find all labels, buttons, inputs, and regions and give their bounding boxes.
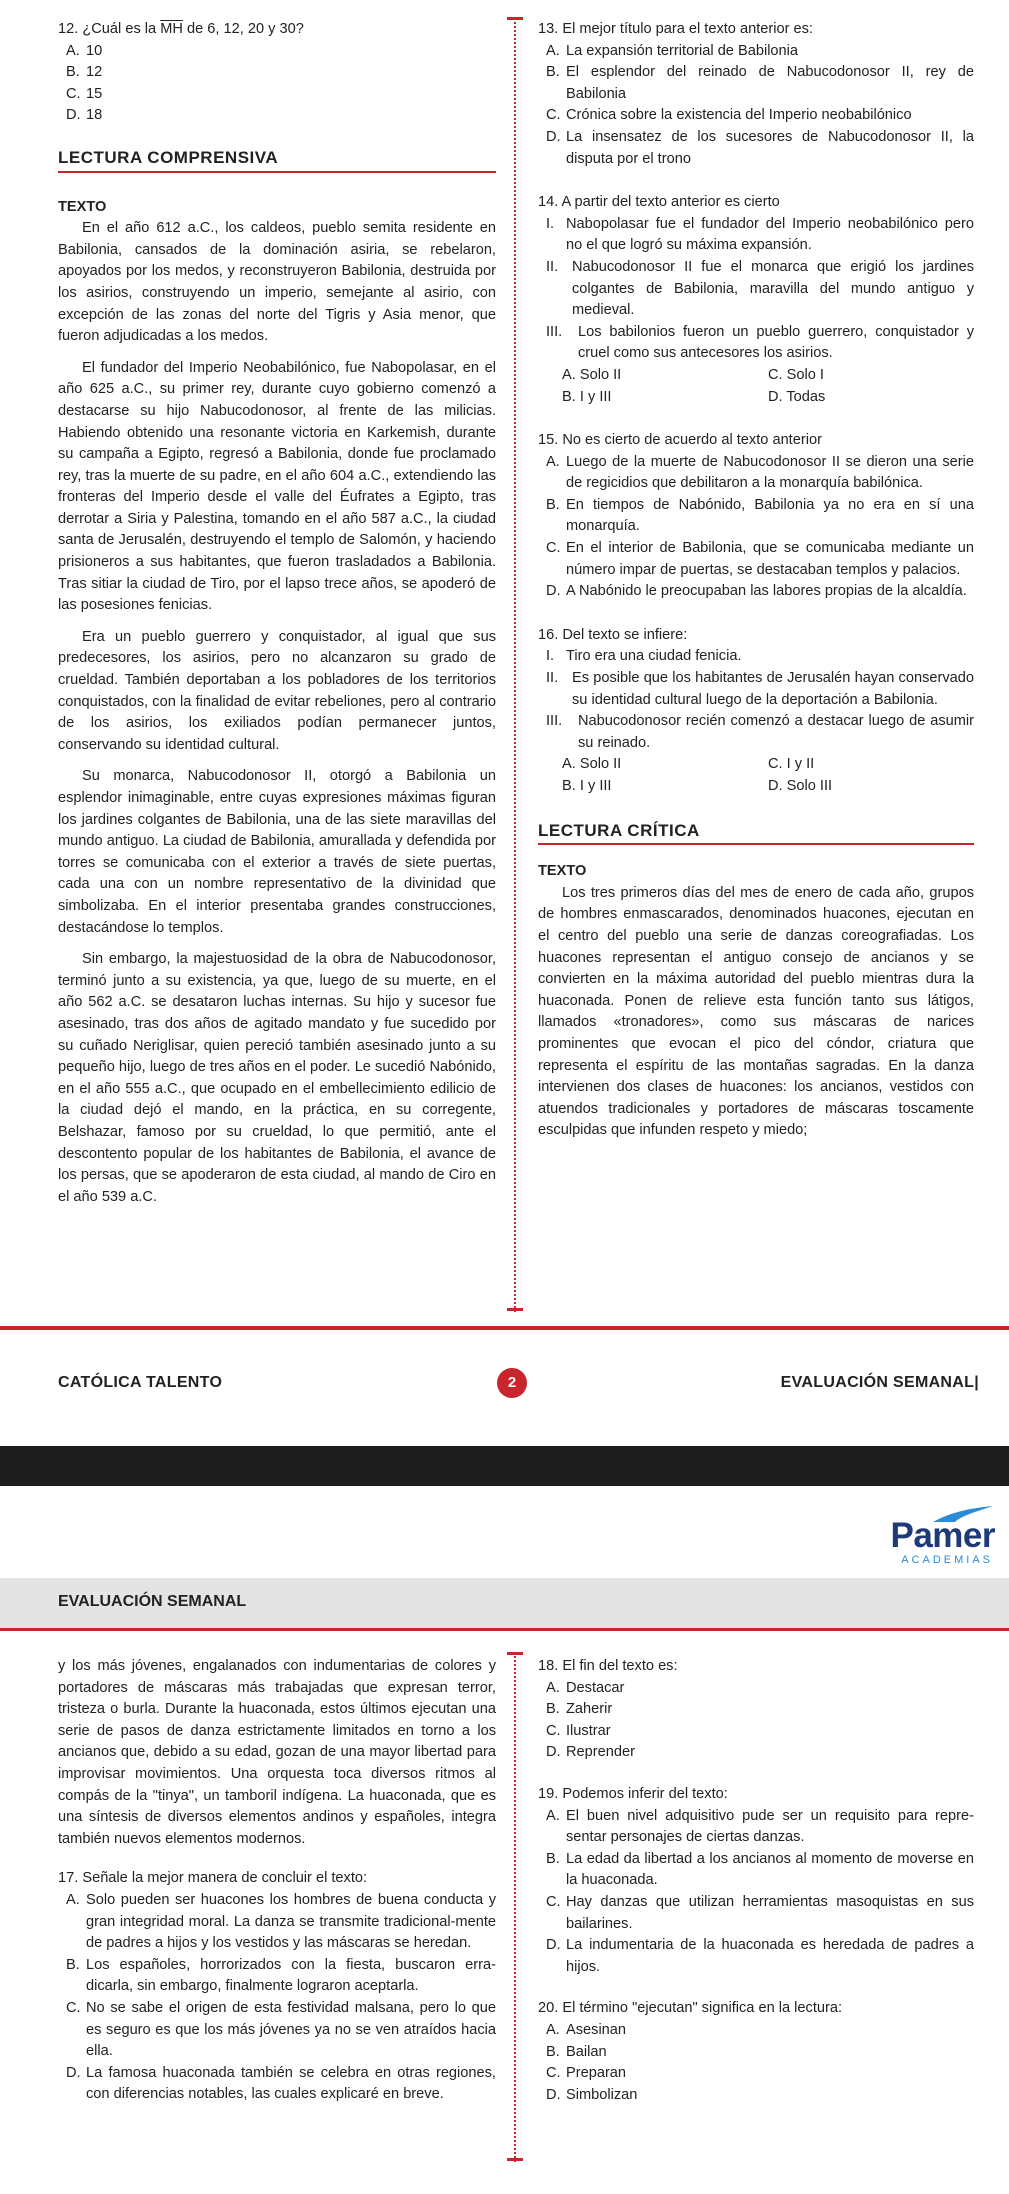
- question-18-stem: 18. El fin del texto es:: [538, 1658, 678, 1674]
- section-title: LECTURA COMPRENSIVA: [58, 147, 279, 167]
- section-title: LECTURA CRÍTICA: [538, 820, 700, 840]
- section-underline: [58, 171, 496, 173]
- q13-option-c[interactable]: C. Crónica sobre la existencia del Imperio neobabilónico: [546, 107, 912, 124]
- q16-item-1: I. Tiro era una ciudad fenicia.: [546, 648, 742, 665]
- q17-option-c[interactable]: C. No se sabe el origen de esta festividad malsana, pero lo que es seguro es que los más jóvenes ya no se ven atraídos hacia ella.: [66, 1999, 496, 2060]
- q16-options-row-2: [538, 776, 974, 798]
- critica-paragraph: Los tres primeros días del mes de enero de cada año, grupos de hombres enmascarados, denominados huacones, ejecutan en el centro del pueblo una serie de danzas coreografiadas. Los huacones representan el antiguo consejo de ancianos y se convierten en la máxima autoridad del pueblo mientras dura la huaconada. Ponen de relieve esta función tanto sus látigos, llamados «tronadores», como sus máscaras de narices prominentes que evocan el pico del cóndor, criatura que representa el espíritu de las montañas sagradas. En la danza intervienen dos clases de huacones: los ancianos, vestidos con atuendos tradicionales y portadores de máscaras toscamente esculpidas que infunden respeto y miedo;: [538, 884, 974, 1139]
- page-break-bar: [0, 1446, 1009, 1486]
- q14-option-b[interactable]: B. I y III: [562, 388, 612, 405]
- pamer-logo: [885, 1500, 995, 1572]
- question-15-stem: 15. No es cierto de acuerdo al texto anterior: [538, 432, 822, 449]
- section-lectura-critica: [538, 820, 974, 846]
- q13-option-a[interactable]: A. La expansión territorial de Babilonia: [546, 42, 799, 59]
- q14-options-row-1: [538, 365, 974, 387]
- q16-item-2: II. Es posible que los habitantes de Jerusalén hayan conservado su identidad cultural luego de la deportación a Babilonia.: [546, 670, 974, 708]
- left-column: [58, 19, 496, 1208]
- question-16-stem: 16. Del texto se infiere:: [538, 626, 688, 643]
- q12-option-b[interactable]: B. 12: [66, 64, 103, 81]
- column-divider: [514, 22, 516, 1312]
- left-column-2: [58, 1656, 496, 2106]
- q14-option-c[interactable]: C. Solo I: [768, 366, 824, 383]
- q17-option-d[interactable]: D. La famosa huaconada también se celebra en otras regiones, con diferencias notables, las cuales explicaré en breve.: [66, 2064, 496, 2103]
- q14-item-3: III. Los babilonios fueron un pueblo guerrero, conquistador y cruel como sus antecesores los asirios.: [546, 323, 974, 362]
- divider-cap-bottom: [507, 1308, 523, 1311]
- question-12-stem: 12. ¿Cuál es la $\overline{MH}$ de 6, 12, 20 y 30?: [58, 21, 304, 37]
- continued-paragraph: y los más jóvenes, engalanados con indumentarias de colores y portadores de máscaras más trabajadas que expresan terror, tristeza o burla. Durante la huaconada, estos últimos ejecutan una serie de pasos de danza estrictamente limitados en torno a los ancianos que, debido a su edad, gozan de una mayor libertad para improvisar movimientos. Una orquesta toca diversos ritmos al compás de la "tinya", un tamboril indígena. La huaconada, que es una síntesis de diversos elementos andinos y españoles, integra también nuevos elementos modernos.: [58, 1658, 496, 1847]
- divider-cap-top: [507, 17, 523, 20]
- paragraph-1: En el año 612 a.C., los caldeos, pueblo semita residente en Babilonia, cansados de la dominación asiria, se rebelaron, apoyados por los medos, y reconstruyeron Babilonia, destruida por los asirios, construyendo un imperio, semejante al asirio, con excepción de las zonas del norte del Tigris y Asia menor, que fueron adjudicadas a los medos.: [58, 220, 496, 345]
- q14-option-d[interactable]: D. Todas: [768, 388, 826, 405]
- question-13-stem: 13. El mejor título para el texto anterior es:: [538, 21, 813, 37]
- q16-option-b[interactable]: B. I y III: [562, 778, 612, 794]
- divider-2-cap-top: [507, 1652, 523, 1655]
- page-2: [0, 1650, 1009, 2190]
- q15-option-a[interactable]: A. Luego de la muerte de Nabucodonosor II se dieron una serie de regicidios que debilitaron a la monarquía babilónica.: [546, 453, 974, 492]
- paragraph-3: Era un pueblo guerrero y conquistador, al igual que sus predecesores, los asirios, pero no alcanzaron su grado de crueldad. También deportaban a los pobladores de los territorios conquistados, con la finalidad de evitar rebeliones, pero al contrario de los asirios, los exiliados podían permanecer juntos, conservando su identidad cultural.: [58, 628, 496, 753]
- question-17-stem: 17. Señale la mejor manera de concluir el texto:: [58, 1870, 368, 1887]
- q12-option-d[interactable]: D. 18: [66, 107, 103, 124]
- q19-option-c[interactable]: C. Hay danzas que utilizan herramientas masoquistas en sus bailarines.: [546, 1893, 974, 1932]
- q20-option-d[interactable]: D. Simbolizan: [546, 2086, 638, 2103]
- q16-option-d[interactable]: D. Solo III: [768, 778, 833, 794]
- paragraph-2: El fundador del Imperio Neobabilónico, fue Nabopolasar, en el año 625 a.C., su primer rey, durante cuyo gobierno comenzó a destacarse su hijo Nabucodonosor, al frente de las milicias. Habiendo obtenido una resonante victoria en Karkemish, durante su campaña a Egipto, regresó a Babilonia, donde fue proclamado rey, tras la muerte de su padre, en el año 604 a.C., extendiendo las fronteras del Imperio desde el valle del Éufrates a Egipto, tras derrotar a Siria y Palestina, tomando en el año 587 a.C., la ciudad santa de Jerusalén, destruyendo el templo de Salomón, y haciendo prisioneros a sus habitantes, que fueron trasladados a Babilonia. Tras sitiar la ciudad de Tiro, por el lapso trece años, se apoderó de las posesiones fenicias.: [58, 359, 496, 614]
- q20-option-c[interactable]: C. Preparan: [546, 2065, 627, 2082]
- logo-subtitle: ACADEMIAS: [901, 1554, 993, 1566]
- right-column-2: [538, 1656, 974, 2106]
- q17-option-b[interactable]: B. Los españoles, horrorizados con la fiesta, buscaron erra-dicarla, sin embargo, finalmente lograron aceptarla.: [66, 1956, 496, 1995]
- q19-option-d[interactable]: D. La indumentaria de la huaconada es heredada de padres a hijos.: [546, 1937, 974, 1975]
- q16-option-a[interactable]: A. Solo II: [562, 756, 622, 773]
- q13-option-b[interactable]: B. El esplendor del reinado de Nabucodonosor II, rey de Babilonia: [546, 64, 974, 102]
- q16-option-c[interactable]: C. I y II: [768, 756, 815, 773]
- footer-left-label: CATÓLICA TALENTO: [58, 1374, 223, 1391]
- header-rule: [0, 1628, 1009, 1631]
- question-20-stem: 20. El término "ejecutan" significa en la lectura:: [538, 2000, 843, 2017]
- page-2-header: [0, 1578, 1009, 1628]
- texto-label: TEXTO: [58, 198, 107, 215]
- texto-label-2: TEXTO: [538, 863, 587, 880]
- q18-option-c[interactable]: C. Ilustrar: [546, 1722, 611, 1739]
- page-number-badge: 2: [497, 1368, 527, 1398]
- q20-option-a[interactable]: A. Asesinan: [546, 2021, 627, 2038]
- q18-option-b[interactable]: B. Zaherir: [546, 1701, 613, 1718]
- page-footer: [0, 1326, 1009, 1428]
- paragraph-4: Su monarca, Nabucodonosor II, otorgó a Babilonia un esplendor inimaginable, entre cuyas expresiones máximas figuran los jardines colgantes de Babilonia, una de las siete maravillas del mundo antiguo. La ciudad de Babilonia, amurallada y defendida por torres se comunicaba con el exterior a través de siete puertas, cada una con un nombre representativo de la divinidad que simbolizaba. En el interior presentaba grandes construcciones, destacándose lo templos.: [58, 768, 496, 936]
- footer-right-label: EVALUACIÓN SEMANAL|: [780, 1374, 979, 1391]
- question-19-stem: 19. Podemos inferir del texto:: [538, 1785, 728, 1802]
- section-underline: [538, 843, 974, 845]
- divider-2-cap-bottom: [507, 2158, 523, 2161]
- q19-option-a[interactable]: A. El buen nivel adquisitivo pude ser un requisito para repre-sentar personajes de ciertas danzas.: [546, 1807, 974, 1846]
- q15-option-b[interactable]: B. En tiempos de Nabónido, Babilonia ya no era en sí una monarquía.: [546, 496, 974, 535]
- footer-rule: [0, 1326, 1009, 1330]
- q14-item-1: I. Nabopolasar fue el fundador del Imperio neobabilónico pero no el que logró su máxima expansión.: [546, 215, 974, 254]
- q12-option-c[interactable]: C. 15: [66, 85, 103, 102]
- header-title: EVALUACIÓN SEMANAL: [58, 1593, 247, 1610]
- q15-option-d[interactable]: D. A Nabónido le preocupaban las labores propias de la alcaldía.: [546, 583, 967, 600]
- q19-option-b[interactable]: B. La edad da libertad a los ancianos al momento de moverse en la huaconada.: [546, 1850, 974, 1889]
- q14-option-a[interactable]: A. Solo II: [562, 366, 622, 383]
- q13-option-d[interactable]: D. La insensatez de los sucesores de Nabucodonosor II, la disputa por el trono: [546, 128, 974, 167]
- right-column: [538, 19, 974, 1142]
- q14-options-row-2: [538, 387, 974, 409]
- q17-option-a[interactable]: A. Solo pueden ser huacones los hombres de buena conducta y gran integridad moral. La danza se transmite tradicional-mente de padres a hijos y los vestidos y las máscaras se heredan.: [66, 1891, 496, 1952]
- paragraph-5: Sin embargo, la majestuosidad de la obra de Nabucodonosor, terminó junto a su existencia, ya que, luego de su muerte, en el año 562 a.C. se desataron luchas internas. Su hijo y sucesor fue asesinado, tras dos años de agitado mandato y fue sucedido por su cuñado Neriglisar, quien pereció también asesinado junto a su pequeño hijo, luego de tres años en el poder. Le sucedió Nabónido, en el año 555 a.C., que ocupado en el embellecimiento edilicio de la ciudad dejó el mando, en la práctica, en su corregente, Belshazar, famoso por su crueldad, lo que permitió, ante el descontento popular de los habitantes de Babilonia, el avance de los persas, que se apoderaron de esta ciudad, al mando de Ciro en el año 539 a.C.: [58, 951, 496, 1205]
- q12-option-a[interactable]: A. 10: [66, 42, 103, 59]
- q20-option-b[interactable]: B. Bailan: [546, 2043, 607, 2060]
- q14-item-2: II. Nabucodonosor II fue el monarca que erigió los jardines colgantes de Babilonia, maravilla del mundo antiguo y medieval.: [546, 258, 974, 319]
- q15-option-c[interactable]: C. En el interior de Babilonia, que se comunicaba mediante un número impar de puertas, se destacaban templos y palacios.: [546, 540, 974, 578]
- q16-options-row-1: [538, 754, 974, 776]
- column-divider-2: [514, 1656, 516, 2162]
- logo-word: Pamer: [890, 1516, 995, 1555]
- q18-option-d[interactable]: D. Reprender: [546, 1744, 635, 1761]
- question-14-stem: 14. A partir del texto anterior es cierto: [538, 194, 780, 211]
- q16-item-3: III. Nabucodonosor recién comenzó a destacar luego de asumir su reinado.: [546, 713, 974, 751]
- section-lectura-comprensiva: [58, 147, 496, 173]
- q18-option-a[interactable]: A. Destacar: [546, 1679, 625, 1696]
